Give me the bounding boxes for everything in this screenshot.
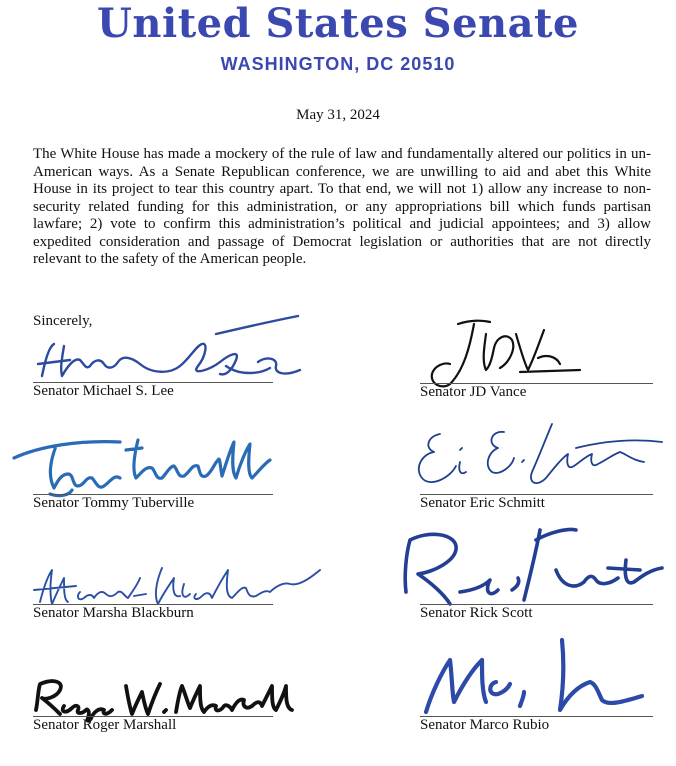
signature-tuberville [10, 420, 290, 500]
signatory-name-lee: Senator Michael S. Lee [33, 383, 174, 399]
signature-rubio [412, 630, 652, 720]
signature-scott-stroke [405, 529, 662, 604]
signature-lee-stroke [38, 316, 300, 376]
signature-lee [30, 316, 310, 386]
signature-marshall-stroke [36, 681, 292, 721]
signature-schmitt-stroke [419, 424, 662, 483]
signature-blackburn-stroke [34, 568, 320, 604]
letterhead-title: United States Senate [97, 0, 579, 47]
letterhead-address: WASHINGTON, DC 20510 [220, 54, 456, 74]
closing: Sincerely, [33, 313, 93, 329]
signature-schmitt [400, 418, 670, 504]
signature-vance [420, 318, 620, 392]
letter-date: May 31, 2024 [296, 107, 380, 123]
signatory-name-vance: Senator JD Vance [420, 384, 527, 400]
signature-scott [380, 520, 670, 610]
signatory-name-blackburn: Senator Marsha Blackburn [33, 605, 194, 621]
signatory-name-scott: Senator Rick Scott [420, 605, 533, 621]
signatory-name-marshall: Senator Roger Marshall [33, 717, 177, 733]
signatory-name-schmitt: Senator Eric Schmitt [420, 495, 545, 511]
signature-tuberville-stroke [14, 440, 270, 496]
signature-rubio-stroke [426, 640, 642, 712]
letter-body: The White House has made a mockery of the rule of law and fundamentally altered our politics in un-American ways. As a Senate Republican conference, we are unwilling to aid and abet this White House in its project to tear this country apart. To that end, we will not 1) allow any increase to non-security related funding for this administration, or any appropriations bill which funds partisan lawfare; 2) vote to confirm this administration’s political and judicial appointees; and 3) allow expedited consideration and passage of Democrat legislation or authorities that are not directly relevant to the safety of the American people. [33, 146, 651, 267]
signatory-name-tuberville: Senator Tommy Tuberville [33, 495, 195, 511]
signature-vance-stroke [432, 321, 580, 387]
signatory-name-rubio: Senator Marco Rubio [420, 717, 550, 733]
